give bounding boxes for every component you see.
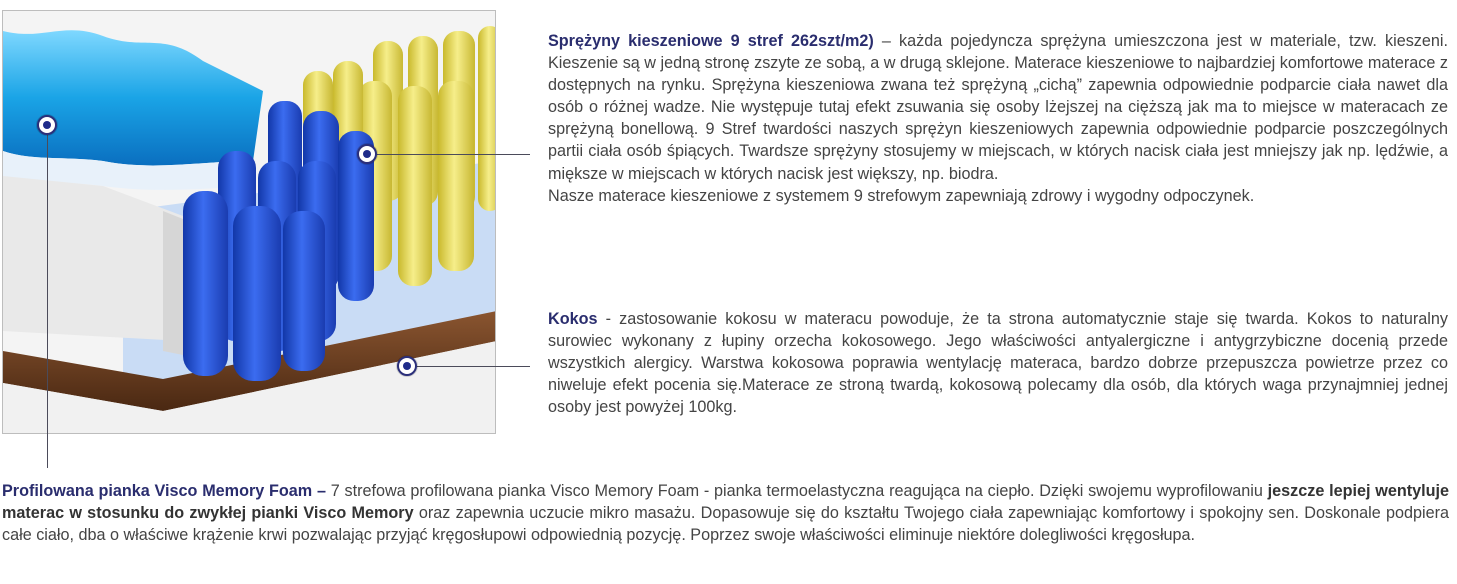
foam-paragraph xyxy=(2,480,1449,546)
springs-connector-line xyxy=(370,154,530,155)
springs-paragraph xyxy=(548,30,1448,185)
mattress-illustration xyxy=(2,10,496,434)
foam-emphasis: jeszcze lepiej wentyluje materac w stosunku do zwykłej pianki Visco Memory xyxy=(2,482,1449,523)
memory-foam-marker xyxy=(37,115,57,135)
coconut-description xyxy=(548,308,1448,418)
mattress-cross-section xyxy=(3,11,496,434)
coconut-body: - zastosowanie kokosu w materacu powoduje, że ta strona automatycznie staje się twarda. Kokos to naturalny surowiec wykonany z łupiny orzecha kokosowego. Jego właściwości antyalergiczne i antygrzybiczne docenią przede wszystkich alergicy. Warstwa kokosowa poprawia wentylację materaca, bardzo dobrze przepuszcza powietrze przez co niweluje efekt pocenia się.Materace ze stroną twardą, kokosową polecamy dla osób, dla których waga przynajmniej jednej osoby jest powyżej 100kg. xyxy=(548,310,1448,417)
springs-closing: Nasze materace kieszeniowe z systemem 9 strefowym zapewniają zdrowy i wygodny odpoczynek. xyxy=(548,186,1255,205)
foam-description xyxy=(2,480,1449,546)
springs-description xyxy=(548,30,1448,207)
coconut-marker xyxy=(397,356,417,376)
springs-body: – każda pojedyncza sprężyna umieszczona jest w materiale, tzw. kieszeni. Kieszenie są w jedną stronę zszyte ze sobą, a w drugą sklejone. Materace kieszeniowe to najbardziej komfortowe materace z dostępnych na rynku. Sprężyna kieszeniowa zwana też sprężyną „cichą” zapewnia odpowiednie podparcie ciała nawet dla osób o różnej wadze. Nie występuje tutaj efekt zsuwania się osoby lżejszej na cięższą jak ma to miejsce w materacach ze sprężyną bonellową. 9 Stref twardości naszych sprężyn kieszeniowych zapewnia odpowiednie podparcie poszczególnych partii ciała osób śpiących. Twardsze sprężyny stosujemy w miejscach, w których nacisk ciała jest mniejszy jak np. lędźwie, a miększe w miejscach w których nacisk jest większy, np. biodra. xyxy=(548,32,1448,183)
coconut-paragraph xyxy=(548,308,1448,418)
foam-heading: Profilowana pianka Visco Memory Foam – xyxy=(2,482,326,500)
foam-body-end: oraz zapewnia uczucie mikro masażu. Dopasowuje się do kształtu Twojego ciała zapewniając komfortowy i spokojny sen. Doskonale podpiera całe ciało, dba o właściwe krążenie krwi pozwalając przyjąć kręgosłupowi odpowiednią pozycję. Poprzez swoje właściwości eliminuje niektóre dolegliwości kręgosłupa. xyxy=(2,504,1450,545)
coconut-heading: Kokos xyxy=(548,310,598,328)
foam-connector-line xyxy=(47,125,48,468)
springs-heading: Sprężyny kieszeniowe 9 stref 262szt/m2) xyxy=(548,32,874,50)
foam-body-start: 7 strefowa profilowana pianka Visco Memory Foam - pianka termoelastyczna reagująca na ciepło. Dzięki swojemu wyprofilowaniu xyxy=(325,482,1268,500)
coconut-connector-line xyxy=(407,366,530,367)
springs-marker xyxy=(357,144,377,164)
